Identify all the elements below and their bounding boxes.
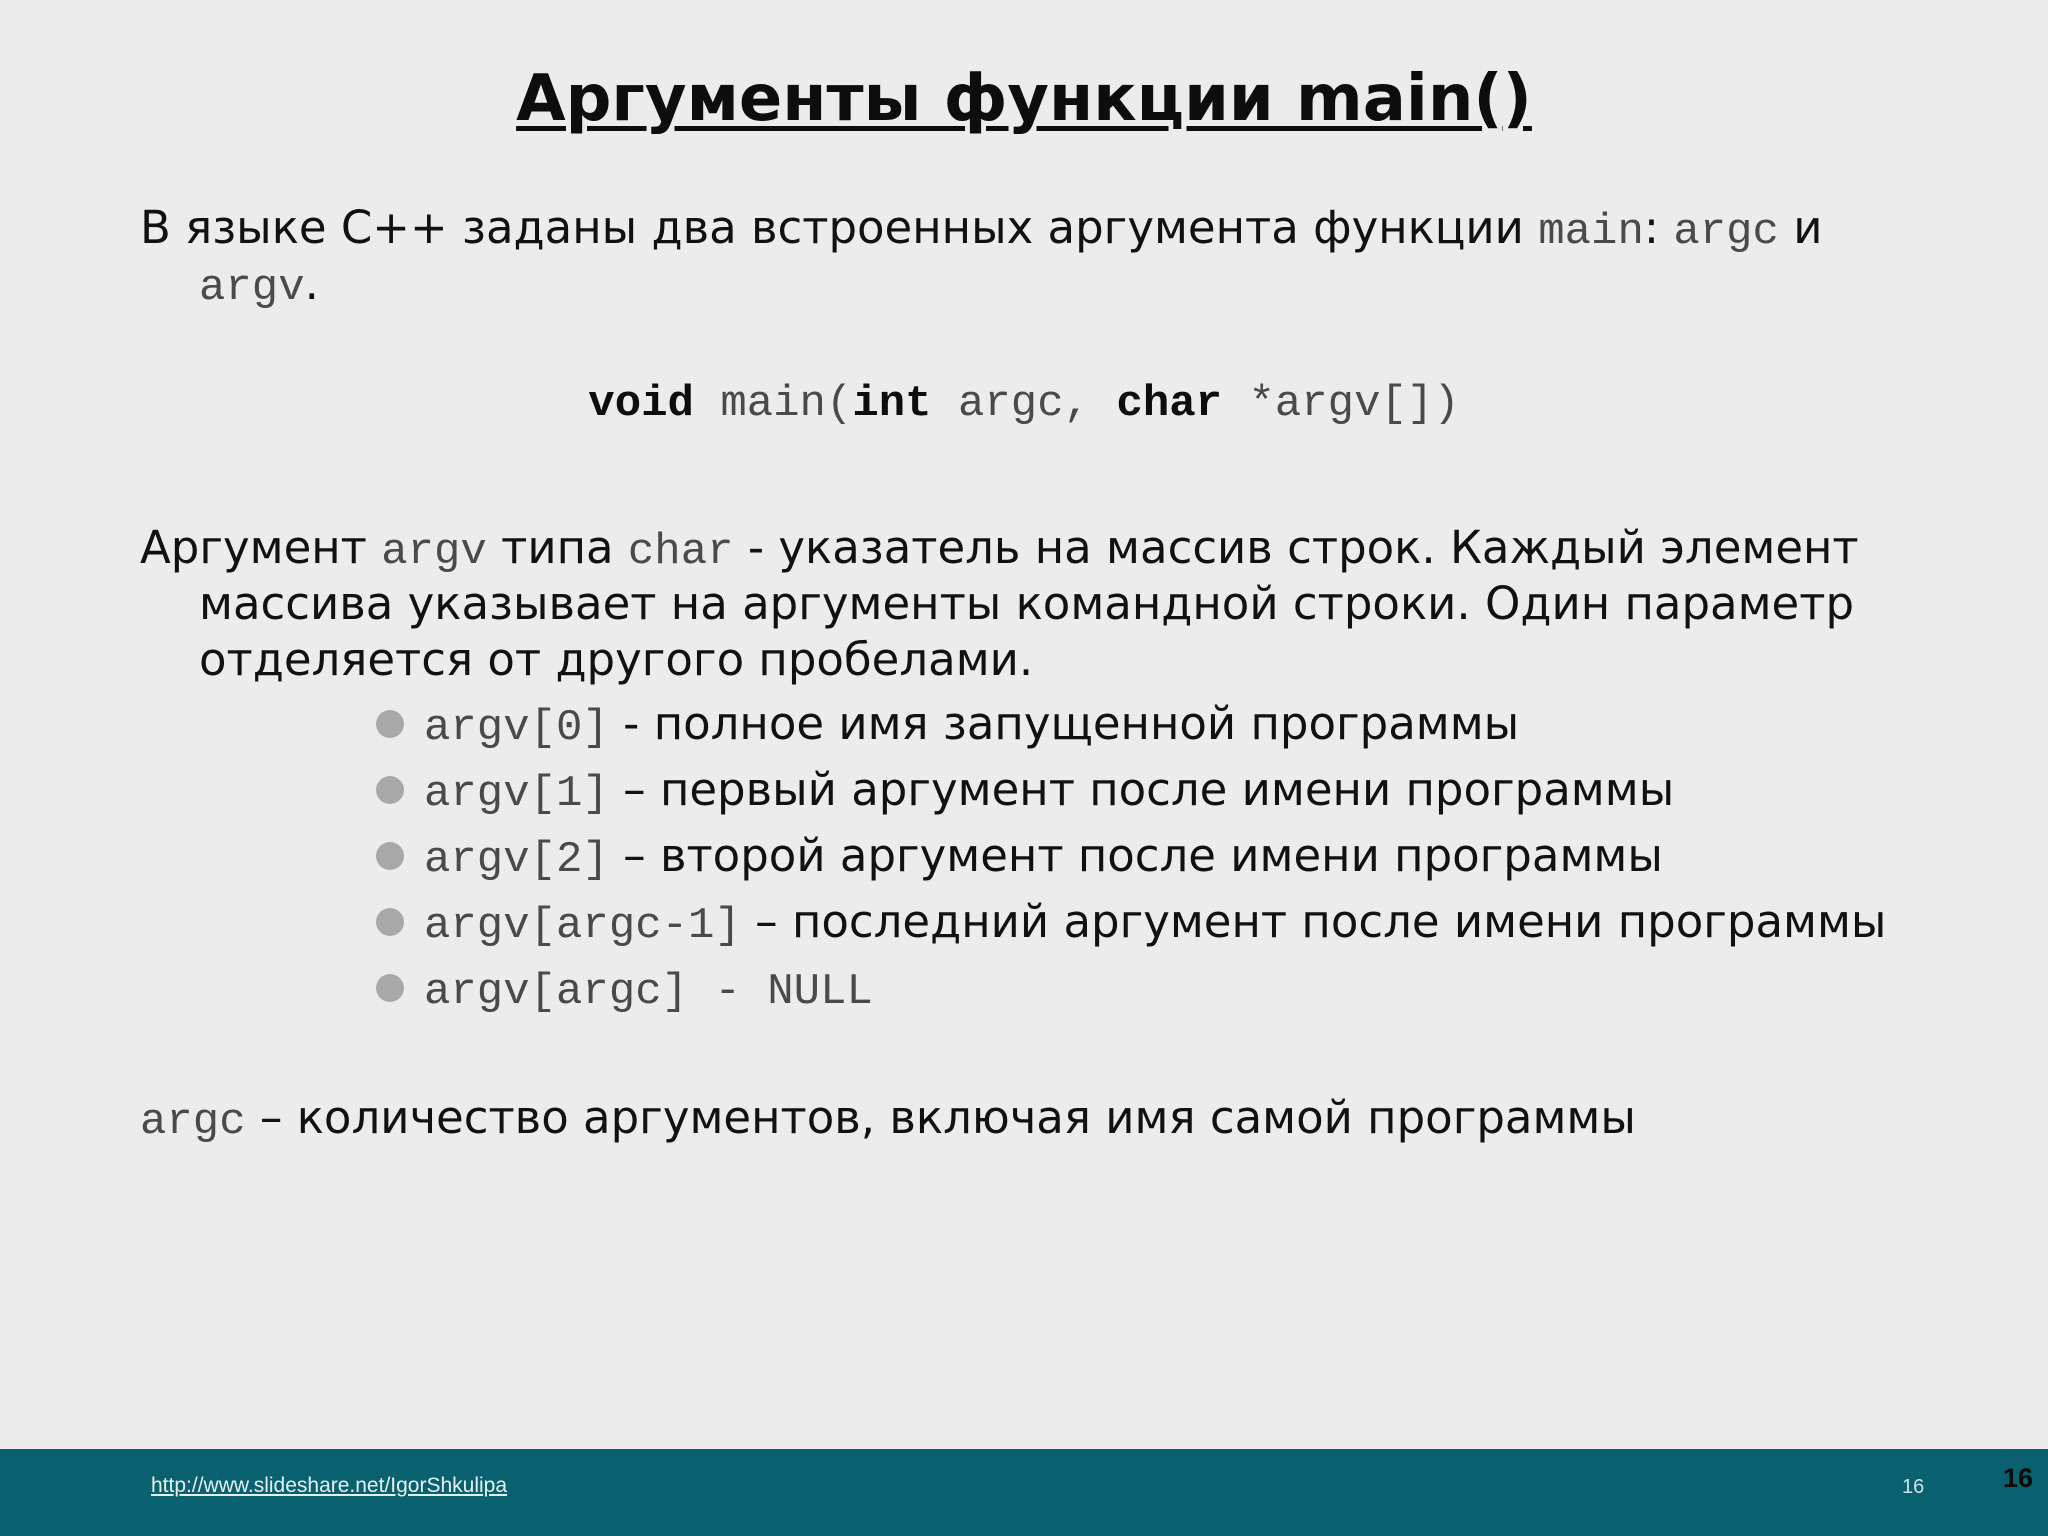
bullet-dot-icon [376, 710, 404, 738]
intro-text-3: и [1778, 201, 1823, 254]
intro-text-1: В языке С++ заданы два встроенных аргумента функции [140, 201, 1539, 254]
argv-line-3: отделяется от другого пробелами. [199, 633, 1034, 686]
signature-arg1: argc, [931, 379, 1117, 429]
argc-description [140, 1090, 1636, 1150]
keyword-void: void [588, 379, 694, 429]
bullet-code: argv[1] [424, 769, 609, 819]
bullet-code: argv[argc] - NULL [424, 967, 873, 1017]
footer-page-number: 16 [1902, 1476, 1925, 1498]
argc-text: – количество аргументов, включая имя самой программы [245, 1091, 1636, 1144]
argv-code-char: char [627, 527, 734, 577]
argv-description [140, 520, 1859, 688]
bullet-text: – последний аргумент после имени программы [740, 895, 1887, 948]
slide-title: Аргументы функции main() [516, 62, 1532, 136]
signature-fn: main( [693, 379, 853, 429]
intro-text-2: : [1643, 201, 1674, 254]
list-item [376, 894, 1886, 960]
intro-code-main: main [1538, 207, 1644, 257]
bullet-dot-icon [376, 776, 404, 804]
bullet-text: – первый аргумент после имени программы [608, 763, 1675, 816]
signature-arg2: *argv[]) [1222, 379, 1460, 429]
main-signature [0, 372, 2048, 432]
bullet-dot-icon [376, 974, 404, 1002]
keyword-char: char [1116, 379, 1223, 429]
bullet-code: argv[0] [424, 703, 609, 753]
bullet-text: – второй аргумент после имени программы [608, 829, 1663, 882]
argv-text-1: Аргумент [140, 521, 382, 574]
argv-text-2: типа [486, 521, 628, 574]
bullet-code: argv[2] [424, 835, 609, 885]
bullet-dot-icon [376, 908, 404, 936]
intro-code-argv: argv [199, 263, 305, 313]
bullet-dot-icon [376, 842, 404, 870]
argv-line-2: массива указывает на аргументы командной строки. Один параметр [199, 577, 1855, 630]
argc-code: argc [140, 1097, 246, 1147]
list-item [376, 960, 1886, 1026]
intro-paragraph [140, 200, 1823, 312]
bullet-code: argv[argc-1] [424, 901, 741, 951]
list-item [376, 762, 1886, 828]
footer-link[interactable]: http://www.slideshare.net/IgorShkulipa [151, 1474, 508, 1497]
argv-bullet-list [376, 696, 1886, 1026]
intro-text-4: . [304, 257, 319, 310]
footer-page-number-corner: 16 [2003, 1463, 2034, 1493]
list-item [376, 828, 1886, 894]
keyword-int: int [852, 379, 932, 429]
argv-text-3: - указатель на массив строк. Каждый элемент [733, 521, 1859, 574]
intro-code-argc: argc [1673, 207, 1779, 257]
list-item [376, 696, 1886, 762]
footer-bar [0, 1449, 2048, 1536]
argv-code-argv: argv [381, 527, 487, 577]
bullet-text: - полное имя запущенной программы [608, 697, 1520, 750]
